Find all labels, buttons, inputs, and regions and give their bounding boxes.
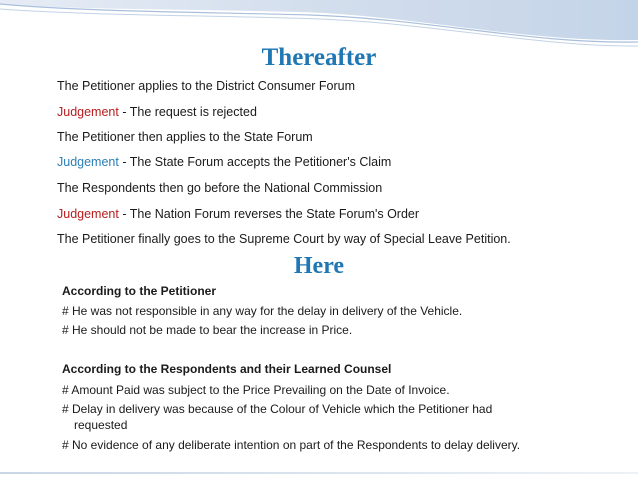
header-wave-decoration bbox=[0, 0, 638, 50]
respondents-point-1: # Amount Paid was subject to the Price Prevailing on the Date of Invoice. bbox=[62, 383, 450, 397]
petitioner-point-2: # He should not be made to bear the increase in Price. bbox=[62, 323, 353, 337]
timeline-text: The Respondents then go before the National Commission bbox=[57, 181, 383, 195]
judgement-label: Judgement bbox=[57, 207, 119, 221]
timeline-text: The Petitioner applies to the District Consumer Forum bbox=[57, 79, 356, 93]
timeline-line-5 bbox=[57, 180, 382, 196]
respondents-point-3: # No evidence of any deliberate intention on part of the Respondents to delay delivery. bbox=[62, 438, 521, 452]
timeline-line-1 bbox=[57, 78, 355, 94]
respondents-point-2-continued: requested bbox=[74, 418, 128, 432]
timeline-line-4 bbox=[57, 154, 391, 170]
section-title-here: Here bbox=[293, 253, 345, 279]
timeline-text: - The Nation Forum reverses the State Forum's Order bbox=[118, 207, 420, 221]
footer-divider bbox=[0, 472, 638, 474]
slide-title: Thereafter bbox=[261, 44, 377, 71]
timeline-line-2 bbox=[57, 104, 257, 120]
petitioner-heading: According to the Petitioner bbox=[62, 284, 217, 298]
timeline-text: The Petitioner then applies to the State Forum bbox=[57, 130, 313, 144]
respondents-point-2: # Delay in delivery was because of the Colour of Vehicle which the Petitioner had bbox=[62, 402, 493, 416]
timeline-line-7 bbox=[57, 231, 511, 247]
petitioner-point-1: # He was not responsible in any way for the delay in delivery of the Vehicle. bbox=[62, 304, 463, 318]
timeline-line-3 bbox=[57, 129, 313, 145]
respondents-heading: According to the Respondents and their Learned Counsel bbox=[62, 362, 392, 376]
judgement-label: Judgement bbox=[57, 155, 119, 169]
timeline-text: - The request is rejected bbox=[118, 105, 257, 119]
timeline-line-6 bbox=[57, 206, 419, 222]
timeline-text: The Petitioner finally goes to the Supreme Court by way of Special Leave Petition. bbox=[57, 232, 511, 246]
timeline-text: - The State Forum accepts the Petitioner's Claim bbox=[118, 155, 392, 169]
judgement-label: Judgement bbox=[57, 105, 119, 119]
